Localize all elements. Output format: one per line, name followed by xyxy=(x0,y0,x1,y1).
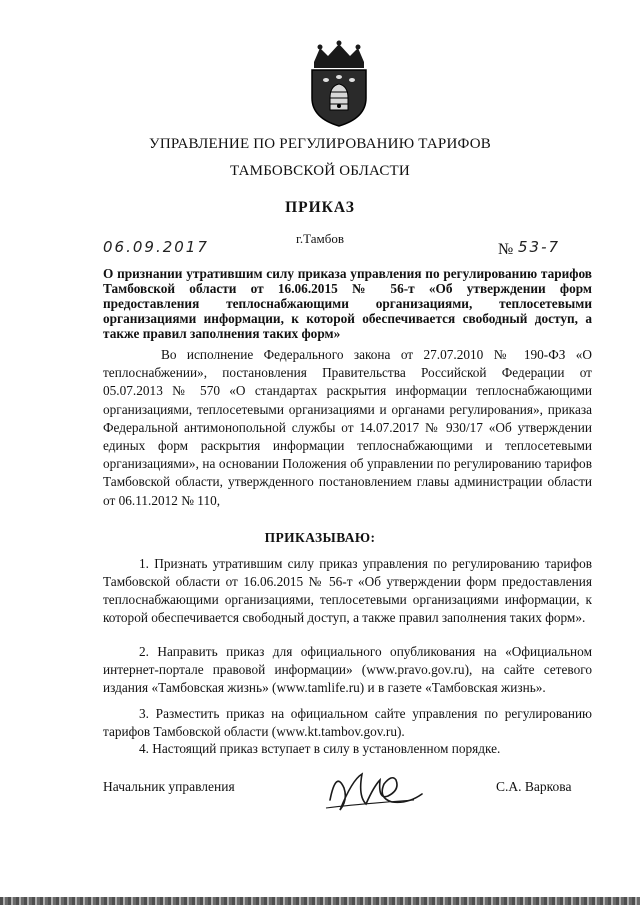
tambov-coat-of-arms-icon xyxy=(300,40,378,128)
order-item-3: 3. Разместить приказ на официальном сайте управления по регулированию тарифов Тамбовской области (www.kt.tambov.gov.ru). xyxy=(103,706,592,739)
order-item-4: 4. Настоящий приказ вступает в силу в установленном порядке. xyxy=(139,741,501,756)
organization-name-line2: ТАМБОВСКОЙ ОБЛАСТИ xyxy=(230,163,410,179)
order-item-1: 1. Признать утратившим силу приказ управления по регулированию тарифов Тамбовской области от 16.06.2015 № 56-т «Об утверждении форм предоставления теплоснабжающими организациями, теплосетевыми организациями информации, к которой обеспечивается свободный доступ, а также правил заполнения таких форм». xyxy=(103,556,592,625)
document-type: ПРИКАЗ xyxy=(285,199,355,216)
order-item-2: 2. Направить приказ для официального опубликования на «Официальном интернет-портале правовой информации» (www.pravo.gov.ru), на сайте сетевого издания «Тамбовская жизнь» (www.tamlife.ru) и в газете «Тамбовская жизнь». xyxy=(103,644,592,695)
signatory-position: Начальник управления xyxy=(103,779,235,794)
document-city: г.Тамбов xyxy=(296,231,344,246)
document-subject: О признании утратившим силу приказа управления по регулированию тарифов Тамбовской области от 16.06.2015 № 56-т «Об утверждении форм предоставления теплоснабжающими организациями, теплосетевыми организациями информации, к которой обеспечивается свободный доступ, а также правил заполнения таких форм» xyxy=(103,266,592,341)
document-preamble: Во исполнение Федерального закона от 27.07.2010 № 190-ФЗ «О теплоснабжении», постановления Правительства Российской Федерации от 05.07.2013 № 570 «О стандартах раскрытия информации теплоснабжающими организациями, теплосетевыми организациями и органами регулирования», приказа Федеральной антимонопольной службы от 14.07.2017 № 930/17 «Об утверждении единых форм раскрытия информации теплоснабжающими и теплосетевыми организациями», на основании Положения об управлении по регулированию тарифов Тамбовской области, утвержденного постановлением главы администрации области от 06.11.2012 № 110, xyxy=(103,347,592,508)
signatory-name: С.А. Варкова xyxy=(496,779,572,794)
organization-name-line1: УПРАВЛЕНИЕ ПО РЕГУЛИРОВАНИЮ ТАРИФОВ xyxy=(149,136,491,152)
handwritten-signature xyxy=(318,760,428,818)
order-heading: ПРИКАЗЫВАЮ: xyxy=(264,530,376,545)
scan-border xyxy=(0,897,640,905)
handwritten-document-number: 53-7 xyxy=(518,238,561,256)
document-number-prefix: № xyxy=(498,241,514,258)
handwritten-date: 06.09.2017 xyxy=(103,238,209,256)
